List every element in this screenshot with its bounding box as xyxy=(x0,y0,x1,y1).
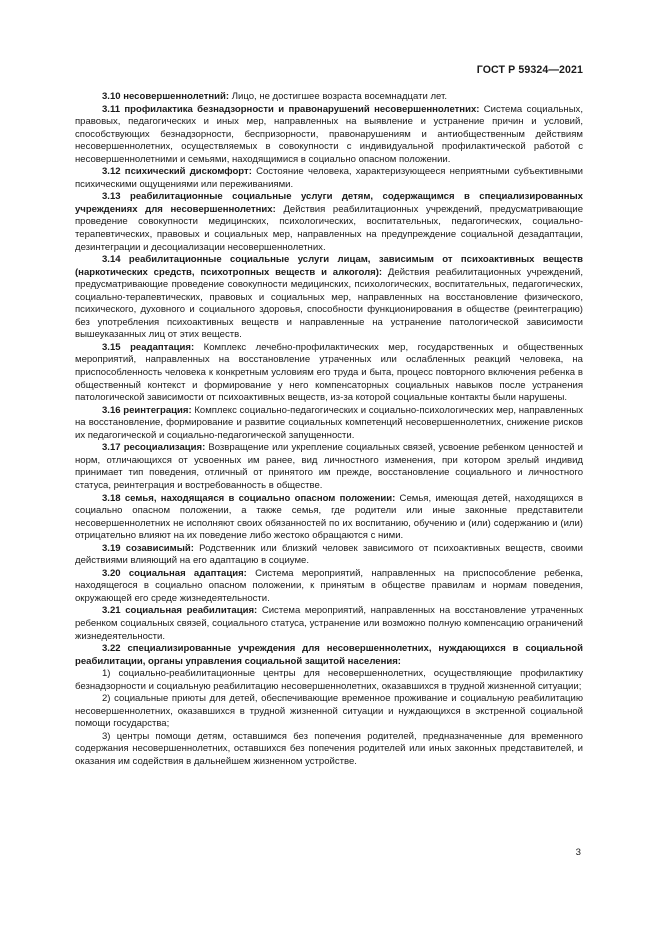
definition-text: Действия реабилитационных учреждений, предусматривающие проведение совокупности медицинских, психологических, воспитательных, педагогических, социально-терапевтических, правовых и социальных мер, направленных на восстановление физического, психического, духовного и социального здоровья, способности функционирования в обществе (реинтеграцию) без употребления психоактивных веществ и направленные на устранение патологической зависимости вышеуказанных лиц от этих веществ. xyxy=(75,266,584,341)
definition-text: Родственник или близкий человек зависимого от психоактивных веществ, своими действиями влияющий на его адаптацию в социуме. xyxy=(75,542,583,567)
definition-term: 3.10 несовершеннолетний: xyxy=(102,91,230,102)
definition-term: 3.17 ресоциализация: xyxy=(102,442,206,454)
definition-term: 3.16 реинтеграция: xyxy=(102,404,192,416)
definition-text: Система социальных, правовых, педагогических и иных мер, направленных на выявление и устранение причин и условий, способствующих безнадзорности, беспризорности, правонарушениям и антиобщественным действиям несовершеннолетних, осуществляемых в совокупности с индивидуальной профилактической работой с несовершеннолетними и семьями, находящимися в социально опасном положении. xyxy=(75,103,583,165)
list-item-text: 2) социальные приюты для детей, обеспечивающие временное проживание и социальную реабилитацию несовершеннолетних, оказавшихся в трудной жизненной ситуации и нуждающихся в экстренной социальной помощи государства; xyxy=(75,693,583,730)
definition-paragraph xyxy=(75,643,583,668)
definition-paragraph xyxy=(75,543,583,568)
definition-paragraph xyxy=(75,568,583,606)
definition-paragraph xyxy=(75,493,583,543)
document-code: ГОСТ Р 59324—2021 xyxy=(476,64,583,76)
list-item-text: 1) социально-реабилитационные центры для несовершеннолетних, осуществляющие профилактику безнадзорности и социальную реабилитацию несовершеннолетних, оказавшихся в трудной жизненной ситуации; xyxy=(75,668,583,692)
definition-term: 3.21 социальная реабилитация: xyxy=(102,605,258,617)
definition-text: Действия реабилитационных учреждений, предусматривающие проведение совокупности медицинских, психологических, воспитательных, педагогических, социально-терапевтических, правовых и социальных мер, направленных на предупреждение социальной дезадаптации, дезинтеграции и десоциализации несовершеннолетних. xyxy=(75,203,584,253)
definition-term: 3.12 психический дискомфорт: xyxy=(102,166,252,178)
definition-term: 3.15 реадаптация: xyxy=(102,341,195,353)
definition-term: 3.19 созависимый: xyxy=(102,542,194,554)
definition-text: Комплекс социально-педагогических и социально-психологических мер, направленных на восстановление, формирование и развитие социальных компетенций несовершеннолетних, снижение рисков их педагогической и социально-педагогической запущенности. xyxy=(75,404,583,441)
definition-term: 3.22 специализированные учреждения для несовершеннолетних, нуждающихся в социальной реабилитации, органы управления социальной защитой населения: xyxy=(75,643,583,667)
definition-term: 3.13 реабилитационные социальные услуги детям, содержащимся в специализированных учреждениях для несовершеннолетних: xyxy=(75,191,583,215)
definition-paragraph xyxy=(75,191,583,254)
definition-term: 3.14 реабилитационные социальные услуги лицам, зависимым от психоактивных веществ (наркотических средств, психотропных веществ и алкоголя): xyxy=(75,254,583,278)
definition-paragraph xyxy=(75,442,583,492)
definition-term: 3.18 семья, находящаяся в социально опасном положении: xyxy=(102,492,396,504)
definition-paragraph xyxy=(75,605,583,643)
list-item xyxy=(75,693,583,731)
definition-paragraph xyxy=(75,91,583,104)
definition-text: Возвращение или укрепление социальных связей, усвоение ребенком ценностей и норм, отличающихся от усвоенных им ранее, вид личностного изменения, при котором зрелый индивид принимает тип поведения, отличный от принятого им прежде, восстановление социального и личностного статуса, реинтеграция и востребованность в обществе. xyxy=(75,442,583,491)
definition-text: Семья, имеющая детей, находящихся в социально опасном положении, а также семья, где родители или иные законные представители несовершеннолетних не исполняют своих обязанностей по их воспитанию, обучению и (или) содержанию и (или) отрицательно влияют на их поведение либо жестоко обращаются с ними. xyxy=(75,492,583,542)
definition-text: Система мероприятий, направленных на восстановление утраченных ребенком социальных связей, социального статуса, устранение или возможно полную компенсацию ограничений жизнедеятельности. xyxy=(75,605,583,642)
definition-paragraph xyxy=(75,166,583,191)
definition-text: Комплекс лечебно-профилактических мер, государственных и общественных мероприятий, направленных на восстановление утраченных или ослабленных реакций человека, на приспособленность человека к конкретным условиям его труда и быта, процесс повторного включения ребенка в общественный контекст и формирование у него компенсаторных социальных навыков после устранения патологической зависимости от психоактивных веществ, из-за которой социальные контакты были нарушены. xyxy=(75,341,583,404)
definition-text: Система мероприятий, направленных на приспособление ребенка, находящегося в социально опасном положении, к принятым в обществе правилам и нормам поведения, окружающей его среде жизнедеятельности. xyxy=(75,567,583,604)
list-item xyxy=(75,668,583,693)
definition-paragraph xyxy=(75,342,583,405)
definition-paragraph xyxy=(75,104,583,167)
definition-text: Состояние человека, характеризующееся неприятными субъективными психическими ощущениями или переживаниями. xyxy=(75,166,583,190)
definition-term: 3.20 социальная адаптация: xyxy=(102,567,247,579)
list-item-text: 3) центры помощи детям, оставшимся без попечения родителей, предназначенные для временного содержания несовершеннолетних, оставшихся без попечения родителей или иных законных представителей, и оказания им содействия в дальнейшем жизненном устройстве. xyxy=(75,730,583,767)
definition-text: Лицо, не достигшее возраста восемнадцати лет. xyxy=(229,91,448,102)
definition-paragraph xyxy=(75,405,583,443)
page-number: 3 xyxy=(575,847,581,858)
list-item xyxy=(75,731,583,769)
definition-paragraph xyxy=(75,254,583,342)
document-body xyxy=(75,91,583,769)
definition-term: 3.11 профилактика безнадзорности и правонарушений несовершеннолетних: xyxy=(102,103,480,115)
